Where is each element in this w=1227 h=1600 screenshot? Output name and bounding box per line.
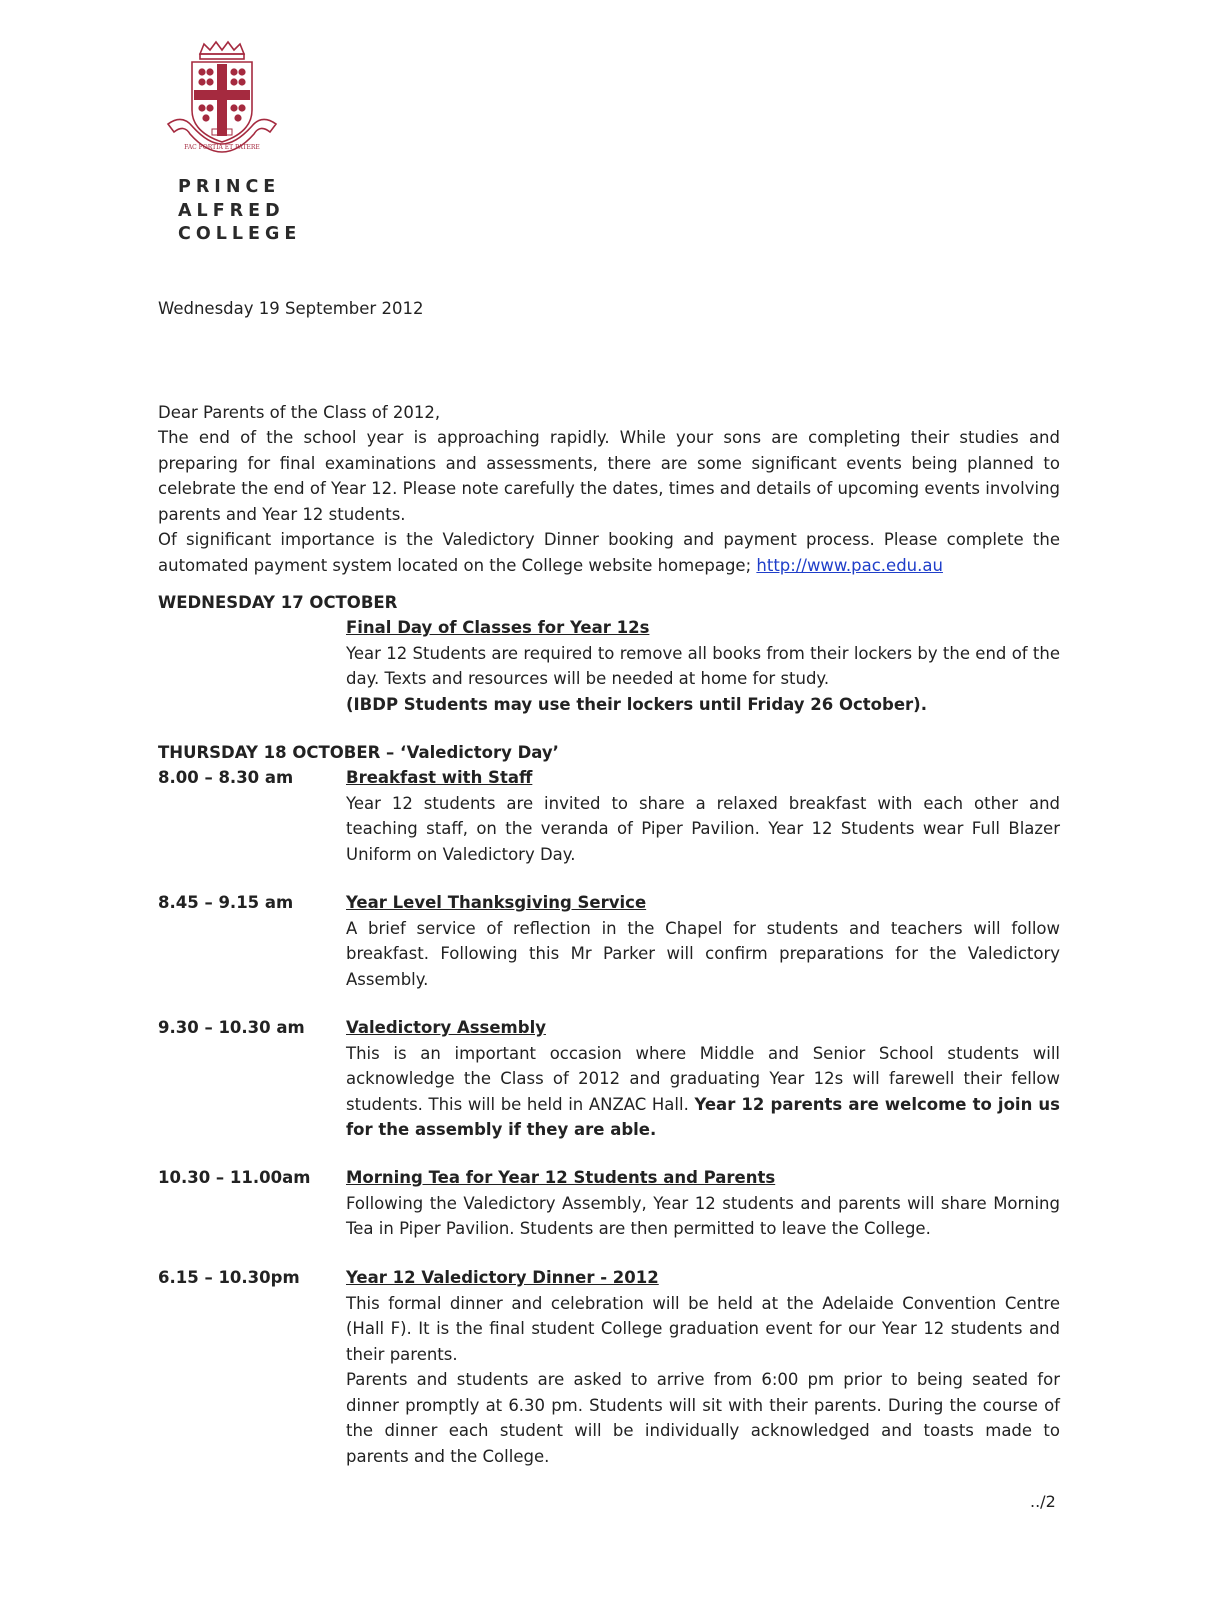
event-time: 10.30 – 11.00am xyxy=(158,1168,311,1187)
salutation: Dear Parents of the Class of 2012, xyxy=(158,403,441,422)
payment-text: Of significant importance is the Valedictory Dinner booking and payment process. Please complete the automated payment system located on the College website homepage; xyxy=(158,530,1060,575)
payment-paragraph xyxy=(158,527,1060,578)
event-time: 6.15 – 10.30pm xyxy=(158,1268,300,1287)
event-text: This formal dinner and celebration will be held at the Adelaide Convention Centre (Hall F). It is the final student College graduation event for our Year 12 students and their parents. xyxy=(346,1293,1060,1364)
event-title: Valedictory Assembly xyxy=(346,1018,546,1037)
breakfast-event xyxy=(346,765,1060,867)
intro-paragraph: The end of the school year is approaching rapidly. While your sons are completing their studies and preparing for final examinations and assessments, there are some significant events being planned to celebrate the end of Year 12. Please note carefully the dates, times and details of upcoming events involving parents and Year 12 students. xyxy=(158,428,1060,524)
assembly-event xyxy=(346,1015,1060,1143)
event-text: Year 12 students are invited to share a relaxed breakfast with each other and teaching staff, on the veranda of Piper Pavilion. Year 12 Students wear Full Blazer Uniform on Valedictory Day. xyxy=(346,793,1060,864)
event-text: A brief service of reflection in the Chapel for students and teachers will follow breakfast. Following this Mr Parker will confirm preparations for the Valedictory Assembly. xyxy=(346,918,1060,989)
event-title: Final Day of Classes for Year 12s xyxy=(346,618,650,637)
event-note-bold: (IBDP Students may use their lockers until Friday 26 October). xyxy=(346,694,927,714)
page-number: ../2 xyxy=(1030,1492,1056,1511)
thanksgiving-event xyxy=(346,890,1060,992)
event-time: 8.00 – 8.30 am xyxy=(158,768,294,787)
event-text-block xyxy=(346,1041,1060,1143)
event-title: Morning Tea for Year 12 Students and Parents xyxy=(346,1168,776,1187)
event-text: Following the Valedictory Assembly, Year 12 students and parents will share Morning Tea in Piper Pavilion. Students are then permitted to leave the College. xyxy=(346,1193,1060,1238)
college-name-logo xyxy=(178,176,302,247)
event-note-bold: Year 12 parents are welcome to join us for the assembly if they are able. xyxy=(346,1094,1060,1139)
dinner-event xyxy=(346,1265,1060,1469)
college-website-link[interactable]: http://www.pac.edu.au xyxy=(756,555,943,575)
event-title: Year 12 Valedictory Dinner - 2012 xyxy=(346,1268,659,1287)
thursday-heading: THURSDAY 18 OCTOBER – ‘Valedictory Day’ xyxy=(158,743,559,762)
event-time: 9.30 – 10.30 am xyxy=(158,1018,305,1037)
event-time: 8.45 – 9.15 am xyxy=(158,893,294,912)
logo-line-3: COLLEGE xyxy=(178,224,302,244)
college-crest-icon xyxy=(158,40,286,160)
morning-tea-event xyxy=(346,1165,1060,1242)
logo-line-1: PRINCE xyxy=(178,177,281,197)
event-text: Year 12 Students are required to remove all books from their lockers by the end of the day. Texts and resources will be needed at home for study. xyxy=(346,643,1060,688)
event-text-2: Parents and students are asked to arrive from 6:00 pm prior to being seated for dinner promptly at 6.30 pm. Students will sit with their parents. During the course of the dinner each student will be individually acknowledged and toasts made to parents and the College. xyxy=(346,1370,1060,1466)
wednesday-heading: WEDNESDAY 17 OCTOBER xyxy=(158,593,398,612)
event-text: This is an important occasion where Middle and Senior School students will acknowledge the Class of 2012 and graduating Year 12s will farewell their fellow students. This will be held in ANZAC Hall. xyxy=(346,1043,1060,1114)
event-title: Year Level Thanksgiving Service xyxy=(346,893,647,912)
event-title: Breakfast with Staff xyxy=(346,768,533,787)
final-day-event xyxy=(346,615,1060,717)
svg-text:FAC FORTIA ET PATERE: FAC FORTIA ET PATERE xyxy=(184,144,260,151)
logo-line-2: ALFRED xyxy=(178,200,285,221)
letter-date: Wednesday 19 September 2012 xyxy=(158,299,424,318)
